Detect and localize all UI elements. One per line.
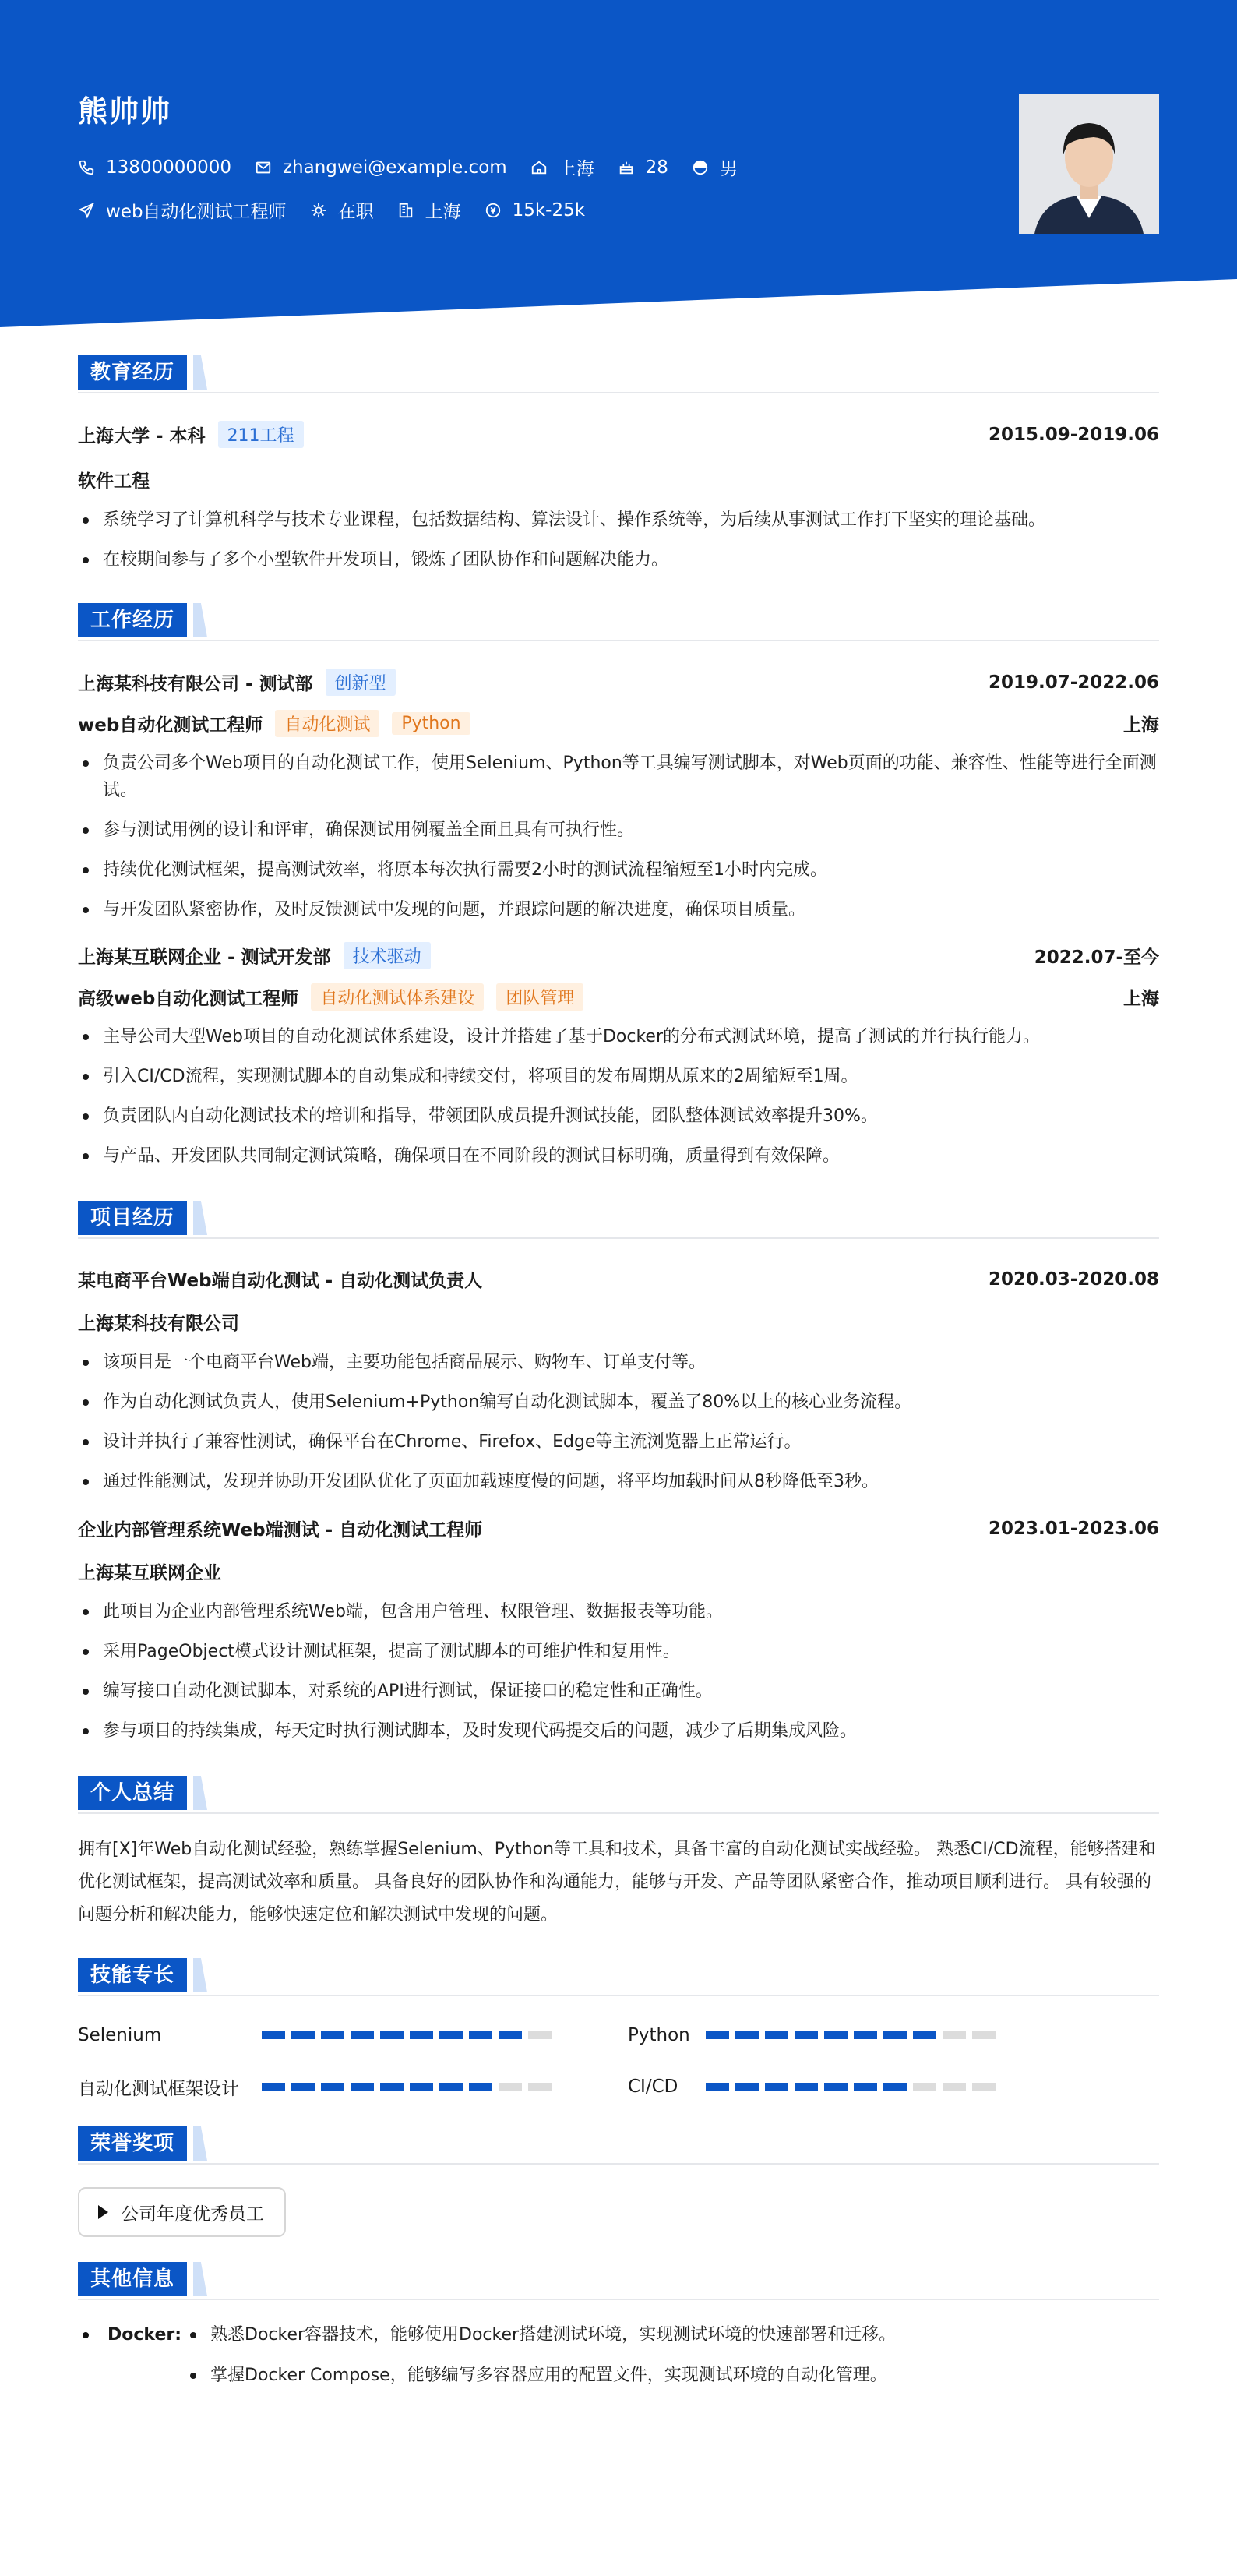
section-title-work [78,603,1159,640]
project-entry [78,1516,1159,1745]
list-item: 熟悉Docker容器技术，能够使用Docker搭建测试环境，实现测试环境的快速部署和迁移。 [185,2321,1159,2348]
section-title-label: 技能专长 [78,1958,187,1992]
skill-item [78,2061,628,2112]
skill-level-segment [380,2083,404,2091]
award-label: 公司年度优秀员工 [121,2204,264,2225]
list-item: 参与测试用例的设计和评审，确保测试用例覆盖全面且具有可执行性。 [78,817,1159,844]
list-item: 与产品、开发团队共同制定测试策略，确保项目在不同阶段的测试目标明确，质量得到有效保障。 [78,1142,1159,1170]
target-job-text: web自动化测试工程师 [106,202,287,222]
project-date: 2023.01-2023.06 [988,1518,1159,1539]
skill-level-segment [795,2031,818,2039]
bullet-dot [83,2332,89,2338]
education-bullets [78,506,1159,573]
target-job-info [78,197,287,223]
age-info [618,157,668,178]
skill-badge: 团队管理 [496,983,583,1011]
section-title-decoration [193,2262,207,2296]
gender-text: 男 [719,159,738,179]
skill-level-segment [824,2031,848,2039]
section-title-decoration [193,2126,207,2161]
education-badge: 211工程 [218,421,304,448]
skill-level-segment [351,2031,374,2039]
education-date: 2015.09-2019.06 [988,424,1159,445]
skill-level-segment [321,2083,344,2091]
work-date: 2022.07-至今 [1034,947,1159,968]
work-company-row [78,669,1159,696]
email-info [255,157,507,178]
section-divider [78,1812,1159,1814]
skill-level-bar [706,2083,1072,2091]
work-bullets [78,1023,1159,1170]
project-name: 企业内部管理系统Web端测试 - 自动化测试工程师 [78,1520,483,1540]
skill-level-segment [469,2031,492,2039]
email-text: zhangwei@example.com [282,157,507,178]
salary-info [485,200,585,221]
company-badge: 技术驱动 [344,942,431,969]
section-title-label: 其他信息 [78,2262,187,2296]
skill-item [628,2010,1159,2061]
project-header [78,1266,1159,1292]
status-text: 在职 [337,202,374,222]
phone-info [78,157,231,178]
project-name: 某电商平台Web端自动化测试 - 自动化测试负责人 [78,1271,483,1291]
work-date: 2019.07-2022.06 [988,672,1159,693]
other-info-key: Docker: [107,2325,182,2345]
skill-level-segment [499,2031,522,2039]
skill-level-segment [291,2031,315,2039]
gender-icon [692,159,709,176]
skill-level-segment [854,2031,877,2039]
basic-info-row [78,154,761,180]
section-title-other [78,2262,1159,2299]
section-divider [78,640,1159,641]
send-icon [78,202,95,219]
skill-level-segment [735,2031,759,2039]
skill-level-segment [943,2031,966,2039]
work-company-line [78,942,431,969]
section-title-label: 工作经历 [78,603,187,637]
list-item: 编写接口自动化测试脚本，对系统的API进行测试，保证接口的稳定性和正确性。 [78,1678,1159,1705]
skill-level-segment [913,2083,936,2091]
section-title-decoration [193,1958,207,1992]
work-company: 上海某互联网企业 - 测试开发部 [78,947,331,968]
section-divider [78,2299,1159,2300]
skill-level-segment [469,2083,492,2091]
target-city-info [397,197,461,223]
target-city-text: 上海 [425,202,461,222]
gender-info [692,154,738,180]
skill-level-segment [291,2083,315,2091]
resume-header [0,0,1237,327]
section-title-label: 个人总结 [78,1776,187,1810]
work-city: 上海 [1123,715,1159,736]
work-title-line [78,983,583,1011]
skill-level-segment [351,2083,374,2091]
candidate-name: 熊帅帅 [78,94,172,129]
work-company-row [78,942,1159,969]
skill-level-segment [854,2083,877,2091]
list-item: 采用PageObject模式设计测试框架，提高了测试脚本的可维护性和复用性。 [78,1638,1159,1665]
resume-content [78,352,1159,2389]
list-item: 负责团队内自动化测试技术的培训和指导，带领团队成员提升测试技能，团队整体测试效率提升30%。 [78,1103,1159,1130]
skill-level-segment [824,2083,848,2091]
skill-level-segment [410,2083,433,2091]
skill-item [628,2061,1159,2112]
section-divider [78,2163,1159,2165]
section-title-decoration [193,1776,207,1810]
skill-level-segment [943,2083,966,2091]
skill-level-segment [765,2031,788,2039]
list-item: 引入CI/CD流程，实现测试脚本的自动集成和持续交付，将项目的发布周期从原来的2周缩短至1周。 [78,1063,1159,1090]
status-info [310,197,374,223]
skill-level-segment [528,2031,552,2039]
list-item: 此项目为企业内部管理系统Web端，包含用户管理、权限管理、数据报表等功能。 [78,1598,1159,1625]
phone-icon [78,159,95,176]
other-info-item [78,2321,1159,2389]
project-date: 2020.03-2020.08 [988,1269,1159,1290]
list-item: 掌握Docker Compose，能够编写多容器应用的配置文件，实现测试环境的自动化管理。 [185,2362,1159,2389]
section-title-label: 教育经历 [78,355,187,390]
list-item: 与开发团队紧密协作，及时反馈测试中发现的问题，并跟踪问题的解决进度，确保项目质量。 [78,896,1159,923]
cake-icon [618,159,635,176]
list-item: 在校期间参与了多个小型软件开发项目，锻炼了团队协作和问题解决能力。 [78,546,1159,573]
skill-level-segment [765,2083,788,2091]
work-entry [78,669,1159,923]
home-icon [530,159,548,176]
list-item: 主导公司大型Web项目的自动化测试体系建设，设计并搭建了基于Docker的分布式测试环境，提高了测试的并行执行能力。 [78,1023,1159,1050]
work-title: 高级web自动化测试工程师 [78,989,299,1009]
list-item: 系统学习了计算机科学与技术专业课程，包括数据结构、算法设计、操作系统等，为后续从事测试工作打下坚实的理论基础。 [78,506,1159,534]
skill-level-segment [883,2083,907,2091]
profile-photo [1019,94,1159,234]
skill-level-segment [410,2031,433,2039]
work-entry [78,942,1159,1170]
skill-level-segment [439,2083,463,2091]
project-entry [78,1266,1159,1495]
skill-level-segment [706,2031,729,2039]
list-item: 参与项目的持续集成，每天定时执行测试脚本，及时发现代码提交后的问题，减少了后期集成风险。 [78,1717,1159,1745]
skill-level-segment [262,2031,285,2039]
skill-name: 自动化测试框架设计 [78,2078,239,2099]
skill-badge: 自动化测试体系建设 [311,983,484,1011]
section-title-skills [78,1958,1159,1996]
salary-text: 15k-25k [512,199,586,221]
work-title-row [78,710,1159,737]
skill-level-bar [262,2083,628,2091]
skill-level-segment [972,2031,996,2039]
mail-icon [255,159,272,176]
skill-level-bar [706,2031,1072,2039]
skill-level-segment [735,2083,759,2091]
skill-level-segment [499,2083,522,2091]
list-item: 设计并执行了兼容性测试，确保平台在Chrome、Firefox、Edge等主流浏览器上正常运行。 [78,1428,1159,1456]
work-title: web自动化测试工程师 [78,715,263,736]
project-org: 上海某科技有限公司 [78,1314,239,1334]
skill-name: CI/CD [628,2077,678,2097]
education-major: 软件工程 [78,471,150,492]
list-item: 通过性能测试，发现并协助开发团队优化了页面加载速度慢的问题，将平均加载时间从8秒降低至3秒。 [78,1468,1159,1495]
list-item: 该项目是一个电商平台Web端，主要功能包括商品展示、购物车、订单支付等。 [78,1349,1159,1376]
skill-badge: Python [392,712,470,735]
list-item: 持续优化测试框架，提高测试效率，将原本每次执行需要2小时的测试流程缩短至1小时内完成。 [78,856,1159,884]
hometown-text: 上海 [558,159,594,179]
work-title-row [78,983,1159,1011]
section-title-projects [78,1201,1159,1238]
project-org: 上海某互联网企业 [78,1563,221,1583]
hometown-info [530,154,594,180]
list-item: 负责公司多个Web项目的自动化测试工作，使用Selenium、Python等工具编写测试脚本，对Web页面的功能、兼容性、性能等进行全面测试。 [78,750,1159,804]
skill-level-segment [321,2031,344,2039]
building-icon [397,202,414,219]
education-school-line [78,421,304,448]
skill-level-segment [439,2031,463,2039]
education-header [78,421,1159,448]
section-title-label: 项目经历 [78,1201,187,1235]
section-title-decoration [193,603,207,637]
play-icon [98,2205,108,2219]
money-icon [485,202,502,219]
skill-level-segment [795,2083,818,2091]
section-title-education [78,355,1159,393]
summary-text: 拥有[X]年Web自动化测试经验，熟练掌握Selenium、Python等工具和技术，具备丰富的自动化测试实战经验。 熟悉CI/CD流程，能够搭建和优化测试框架，提高测试效率和质量。 具备良好的团队协作和沟通能力，能够与开发、产品等团队紧密合作，推动项目顺利进行。 具有较强的问题分析和解决能力，能够快速定位和解决测试中发现的问题。 [78,1840,1156,1925]
section-title-summary [78,1776,1159,1813]
work-bullets [78,750,1159,923]
other-info-list [185,2321,1159,2389]
section-divider [78,392,1159,393]
list-item: 作为自动化测试负责人，使用Selenium+Python编写自动化测试脚本，覆盖了80%以上的核心业务流程。 [78,1389,1159,1416]
status-icon [310,202,327,219]
section-divider [78,1995,1159,1996]
section-divider [78,1237,1159,1239]
work-company: 上海某科技有限公司 - 测试部 [78,674,313,694]
job-intent-row [78,197,608,223]
skill-level-segment [262,2083,285,2091]
skill-badge: 自动化测试 [275,710,379,737]
work-city: 上海 [1123,989,1159,1009]
phone-text: 13800000000 [106,157,231,178]
skill-level-segment [706,2083,729,2091]
work-title-line [78,710,470,737]
section-title-honors [78,2126,1159,2164]
company-badge: 创新型 [326,669,396,696]
skills-grid [78,2010,1159,2112]
skill-level-bar [262,2031,628,2039]
skill-item [78,2010,628,2061]
section-title-decoration [193,1201,207,1235]
project-header [78,1516,1159,1541]
education-school: 上海大学 - 本科 [78,426,206,446]
award-item [78,2187,286,2237]
project-bullets [78,1349,1159,1495]
section-title-label: 荣誉奖项 [78,2126,187,2161]
skill-level-segment [380,2031,404,2039]
skill-level-segment [528,2083,552,2091]
project-bullets [78,1598,1159,1745]
age-text: 28 [645,157,668,178]
skill-name: Selenium [78,2025,162,2045]
work-company-line [78,669,396,696]
skill-name: Python [628,2025,690,2045]
section-title-decoration [193,355,207,390]
skill-level-segment [883,2031,907,2039]
skill-level-segment [913,2031,936,2039]
skill-level-segment [972,2083,996,2091]
